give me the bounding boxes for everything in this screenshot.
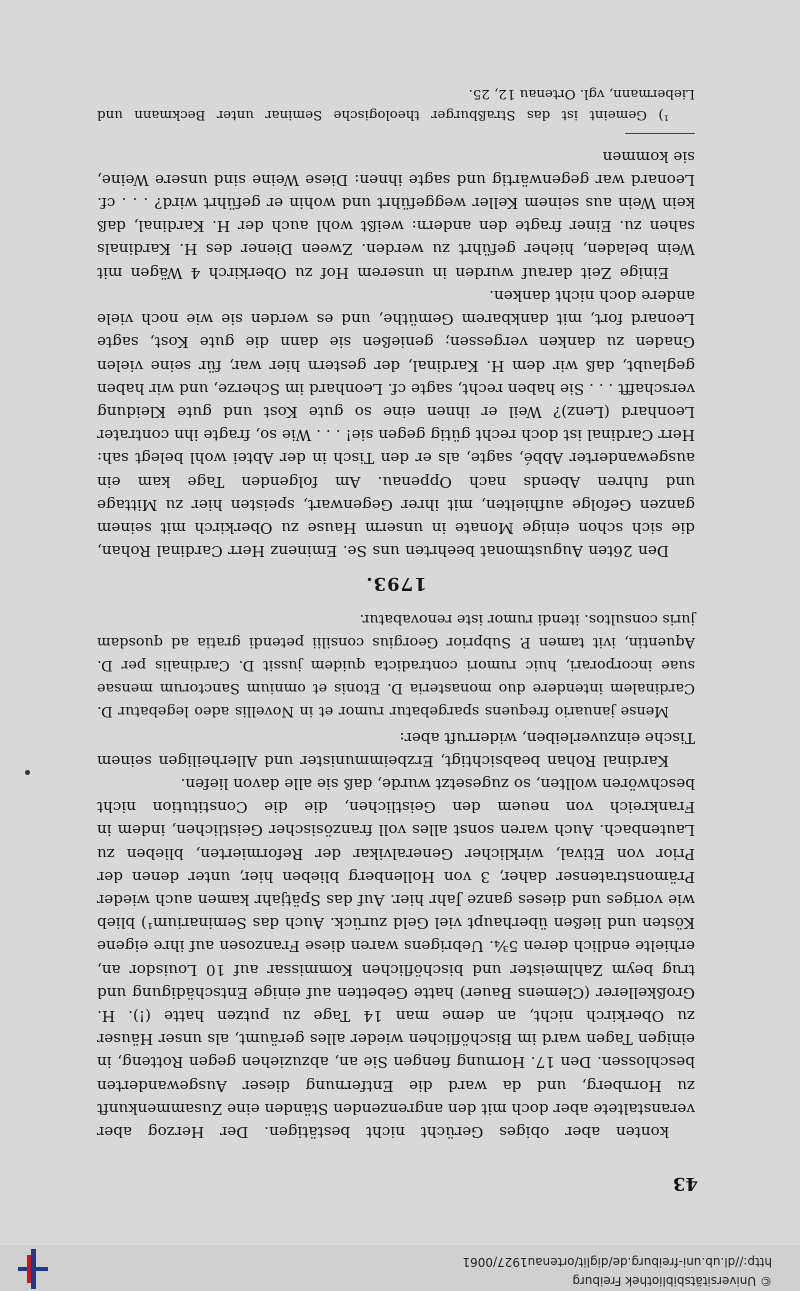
university-logo-icon [6,1249,48,1289]
paragraph-1: konten aber obiges Gerücht nicht bestätigen. Der Herzog aber veranstaltete aber doch mit den angrenzenden Ständen eine Zusammenkunft zu Hornberg, und da ward die Entfernung dieser Ausgewanderten beschlossen. Den 17. Hornung fiengen Sie an, abzuziehen gegen Rotteng, in einigen Tagen ward im Bischöflichen wieder alles geräumt, als unser Häuser zu Oberkirch nicht, an deme man 14 Tage zu putzen hatte (!). H. Großkellerer (Clemens Bauer) hatte Gebetten auf einige Entschädigung und trug beym Zahlmeister und bischöflichen Kommissar auf 10 Louisdor an, erhielte endlich deren 5¾. Uebrigens waren diese Franzosen auf ihre eigene Kösten und ließen überhaupt viel Geld zurück. Auch das Seminarium¹) blieb wie voriges und dieses ganze Jahr hier. Auf das Spätjahr kamen auch wieder Prämonstratenser daher, 3 von Hollenberg blieben hier, unter denen der Prior von Etival, wirklicher Generalvikar der Reformierten, blieben zu Lautenbach. Auch waren sonst alles voll französischer Geistlichen, indem in Frankreich von neuem den Geistlichen, die die Constitution nicht beschwören wollten, so zugesetzt wurde, daß sie alle davon liefen. [97,774,695,1141]
repository-bar [0,1244,800,1291]
copyright-notice: © Universitätsbibliothek Freiburg [572,1274,772,1288]
year-heading: 1793. [365,573,427,595]
page-speck [25,770,30,775]
page-number: 43 [672,1173,698,1194]
paragraph-4: Einige Zeit darauf wurden in unserem Hof zu Oberkirch 4 Wägen mit Wein beladen, hieher geführt zu werden. Zween Diener des H. Kardinals sahen zu. Einer fragte den andern: weißt wohl auch der H. Kardinal, daß kein Wein aus seinem Keller weggeführt und wohin er geführt wird? . . . cf. Leonard war gegenwärtig und sagte ihnen: Diese Weine sind unsere Weine, sie kommen [97,147,695,282]
footnote: ¹) Gemeint ist das Straßburger theologische Seminar unter Beckmann und Liebermann, vgl. Ortenau 12, 25. [97,86,695,123]
paragraph-3: Den 26ten Augustmonat beehrten uns Se. Eminenz Herr Cardinal Rohan, die sich schon einige Monate in unserm Hause zu Oberkirch mit seinem ganzen Gefolge aufhielten, mit ihrer Gegenwart, speisten hier zu Mittage und fuhren Abends nach Oppenau. Am folgenden Tage kam ein ausgewanderter Abbé, sagte, als er den Tisch in der Abtei wohl belegt sah: Herr Cardinal ist doch recht gütig gegen sie! . . . Wie so, fragte ihn contrater Leonhard (Lenz)? Weil er ihnen eine so gute Kost und gute Kleidung verschafft . . . Sie haben recht, sagte cf. Leonhard im Scherze, und wir haben geglaubt, daß wir dem H. Kardinal, der gestern hier war, für seine vielen Gnaden zu danken vergessen; genießen sie dann die gute Kost, sagte Leonard fort, mit dankbarem Gemüthe, und es werden sie wie noch viele andere doch nicht danken. [97,286,695,561]
source-url[interactable]: http://dl.ub.uni-freiburg.de/diglit/ortenau1927/0061 [462,1255,772,1269]
footnote-divider [625,133,695,134]
page-body [97,83,695,1143]
paragraph-2: Kardinal Rohan beabsichtigt, Erzbeimmunister und Allerheiligen seinem Tische einzuverleiben, widerruft aber: [97,728,695,770]
latin-paragraph: Mense januario frequens spargebatur rumor et in Novellis adeo legebatur D. Cardinalem intendere duo monasteria D. Etonis et omnium Sanctorum mensae suae incorporari, huic rumori contradicta quidem jussit D. Cardinalis per D. Aquentin, ivit tamen P. Subprior Georgius consilii petendi gratia ad quosdam juris consultos. itendi rumor iste renovabatur. [97,611,695,720]
